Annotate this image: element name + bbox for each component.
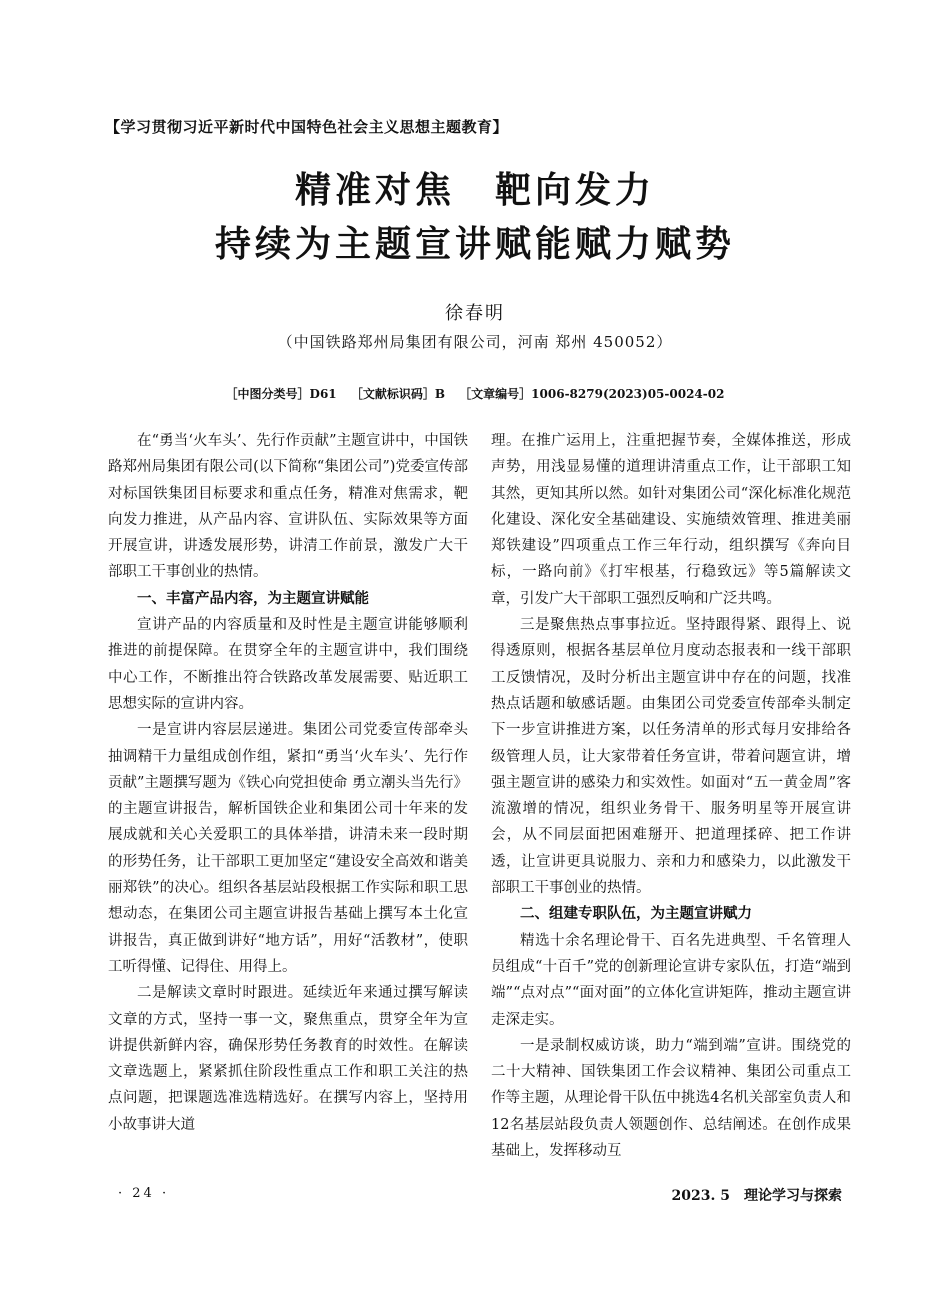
paragraph: 精选十余名理论骨干、百名先进典型、千名管理人员组成“十百千”党的创新理论宣讲专家队伍，打造“端到端”“点对点”“面对面”的立体化宣讲矩阵，推动主题宣讲走深走实。 bbox=[491, 932, 851, 1028]
paragraph: 一是录制权威访谈，助力“端到端”宣讲。围绕党的二十大精神、国铁集团工作会议精神、集团公司重点工作等主题，从理论骨干队伍中挑选4名机关部室负责人和12名基层站段负责人领题创作、总结阐述。在创作成果基础上，发挥移动互 bbox=[491, 1037, 851, 1160]
paragraph-continued: 理。在推广运用上，注重把握节奏，全媒体推送，形成声势，用浅显易懂的道理讲清重点工作，让干部职工知其然，更知其所以然。如针对集团公司“深化标准化规范化建设、深化安全基础建设、实施绩效管理、推进美丽郑铁建设”四项重点工作三年行动，组织撰写《奔向目标，一路向前》《打牢根基，行稳致远》等5篇解读文章，引发广大干部职工强烈反响和广泛共鸣。 bbox=[491, 433, 851, 607]
section-heading-1: 一、丰富产品内容，为主题宣讲赋能 bbox=[137, 590, 369, 607]
column-tag: 【学习贯彻习近平新时代中国特色社会主义思想主题教育】 bbox=[105, 118, 509, 136]
clc-number: ［中图分类号］D61 bbox=[225, 387, 337, 401]
paragraph: 二是解读文章时时跟进。延续近年来通过撰写解读文章的方式，坚持一事一文，聚焦重点，贯穿全年为宣讲提供新鲜内容，确保形势任务教育的时效性。在解读文章选题上，紧紧抓住阶段性重点工作和职工关注的热点问题，把课题选准选精选好。在撰写内容上，坚持用小故事讲大道 bbox=[108, 985, 468, 1133]
document-code: ［文献标识码］B bbox=[350, 387, 445, 401]
paragraph: 三是聚焦热点事事拉近。坚持跟得紧、跟得上、说得透原则，根据各基层单位月度动态报表和一线干部职工反馈情况，及时分析出主题宣讲中存在的问题，找准热点话题和敏感话题。由集团公司党委宣传部牵头制定下一步宣讲推进方案，以任务清单的形式每月安排给各级管理人员，让大家带着任务宣讲，带着问题宣讲，增强主题宣讲的感染力和实效性。如面对“五一黄金周”客流激增的情况，组织业务骨干、服务明星等开展宣讲会，从不同层面把困难掰开、把道理揉碎、把工作讲透，让宣讲更具说服力、亲和力和感染力，以此激发干部职工干事创业的热情。 bbox=[491, 617, 851, 897]
left-column bbox=[108, 428, 468, 1138]
journal-issue: 2023. 5 理论学习与探索 bbox=[671, 1188, 842, 1204]
section-heading-2: 二、组建专职队伍，为主题宣讲赋力 bbox=[520, 906, 752, 923]
article-title-line-2: 持续为主题宣讲赋能赋力赋势 bbox=[214, 223, 735, 265]
article-title-line-1: 精准对焦 靶向发力 bbox=[294, 169, 655, 211]
paragraph: 一是宣讲内容层层递进。集团公司党委宣传部牵头抽调精干力量组成创作组，紧扣“勇当‘火车头’、先行作贡献”主题撰写题为《铁心向党担使命 勇立潮头当先行》的主题宣讲报告，解析国铁企业和集团公司十年来的发展成就和关心关爱职工的具体举措，讲清未来一段时期的形势任务，让干部职工更加坚定“建设安全高效和谐美丽郑铁”的决心。组织各基层站段根据工作实际和职工思想动态，在集团公司主题宣讲报告基础上撰写本土化宣讲报告，真正做到讲好“地方话”，用好“活教材”，使职工听得懂、记得住、用得上。 bbox=[108, 722, 469, 975]
page-number: · 24 · bbox=[118, 1186, 170, 1201]
paragraph: 宣讲产品的内容质量和及时性是主题宣讲能够顺利推进的前提保障。在贯穿全年的主题宣讲中，我们围绕中心工作，不断推出符合铁路改革发展需要、贴近职工思想实际的宣讲内容。 bbox=[108, 617, 468, 712]
author-name: 徐春明 bbox=[445, 303, 505, 324]
article-metadata bbox=[0, 385, 950, 402]
right-column bbox=[491, 428, 851, 1164]
paragraph: 在“勇当‘火车头’、先行作贡献”主题宣讲中，中国铁路郑州局集团有限公司(以下简称“集团公司”)党委宣传部对标国铁集团目标要求和重点任务，精准对焦需求，靶向发力推进，从产品内容、宣讲队伍、实际效果等方面开展宣讲，讲透发展形势，讲清工作前景，激发广大干部职工干事创业的热情。 bbox=[108, 433, 468, 581]
article-number: ［文章编号］1006-8279(2023)05-0024-02 bbox=[459, 387, 725, 401]
author-affiliation: （中国铁路郑州局集团有限公司，河南 郑州 450052） bbox=[277, 333, 673, 351]
